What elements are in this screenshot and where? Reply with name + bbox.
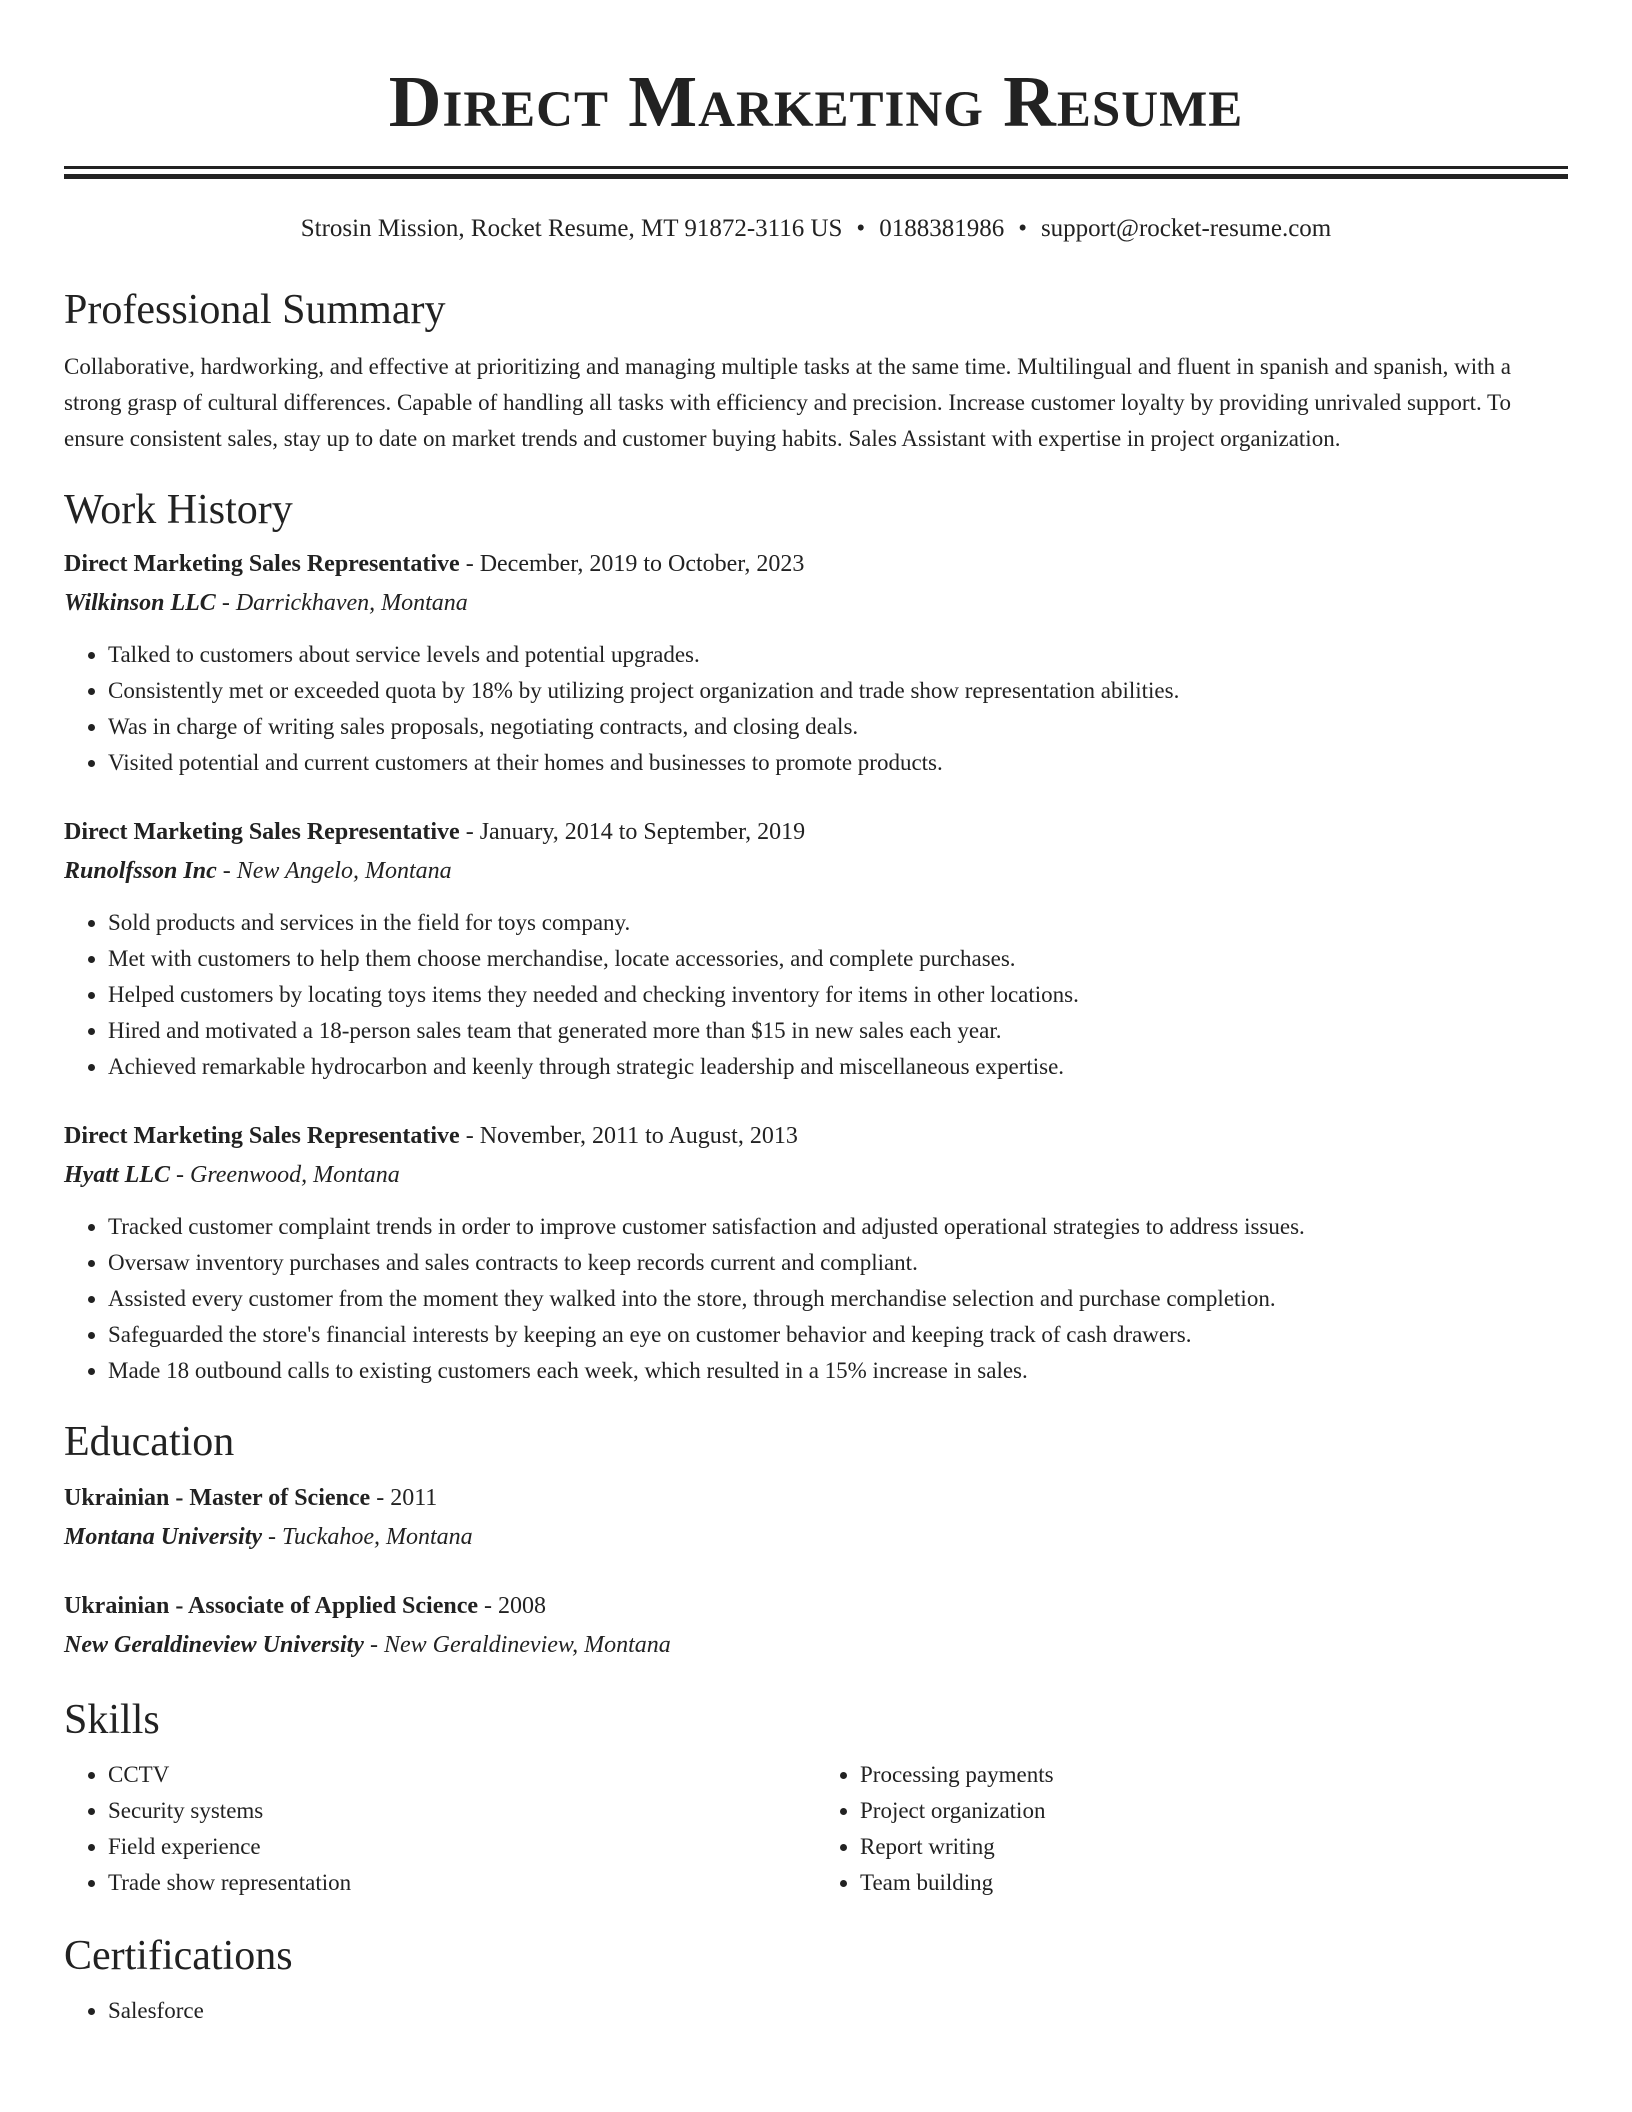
school-location: Tuckahoe, Montana [282,1524,473,1550]
job-company-line: Runolfsson Inc - New Angelo, Montana [64,858,452,884]
education-entry [64,1587,1568,1665]
job-bullet: • Made 18 outbound calls to existing customers each week, which resulted in a 15% increase in sales. [108,1353,1568,1389]
education-entry [64,1479,1568,1557]
skill-item: • Field experience [108,1829,816,1865]
job-title: Direct Marketing Sales Representative [64,819,460,845]
skills-heading: Skills [64,1697,160,1743]
job-title-line: Direct Marketing Sales Representative - January, 2014 to September, 2019 [64,819,806,845]
job-bullet: • Talked to customers about service levels and potential upgrades. [108,637,1568,673]
title-rule-bottom [64,174,1568,179]
school-location: New Geraldineview, Montana [383,1632,671,1658]
job-entry [64,1117,1568,1389]
education-heading: Education [64,1419,235,1465]
skill-item: • Report writing [860,1829,1568,1865]
contact-address: Strosin Mission, Rocket Resume, MT 91872-3116 US [300,215,843,242]
job-company: Hyatt LLC [64,1162,170,1188]
job-bullets [64,1209,1568,1389]
certifications-list [64,1993,1568,2029]
job-company: Wilkinson LLC [64,590,216,616]
degree-line: Ukrainian - Master of Science - 2011 [64,1485,438,1511]
skills-column-left [64,1757,816,1901]
job-location: New Angelo, Montana [236,858,452,884]
degree: Ukrainian - Master of Science [64,1485,371,1511]
job-title-line: Direct Marketing Sales Representative - December, 2019 to October, 2023 [64,551,805,577]
job-company: Runolfsson Inc [64,858,217,884]
job-title-line: Direct Marketing Sales Representative - November, 2011 to August, 2013 [64,1123,798,1149]
resume-title: Direct Marketing Resume [388,61,1244,142]
skill-item: • Security systems [108,1793,816,1829]
job-dates: November, 2011 to August, 2013 [479,1123,798,1149]
skills-column-right [816,1757,1568,1901]
contact-email: support@rocket-resume.com [1040,215,1332,242]
summary-heading: Professional Summary [64,287,446,333]
job-bullet: • Achieved remarkable hydrocarbon and keenly through strategic leadership and miscellaneous expertise. [108,1049,1568,1085]
school: New Geraldineview University [64,1632,364,1658]
contact-separator: • [1018,215,1027,242]
job-company-line: Wilkinson LLC - Darrickhaven, Montana [64,590,468,616]
certifications-heading: Certifications [64,1933,293,1979]
skill-item: • Team building [860,1865,1568,1901]
job-bullet: • Tracked customer complaint trends in order to improve customer satisfaction and adjusted operational strategies to address issues. [108,1209,1568,1245]
work-history-heading: Work History [64,487,293,533]
degree-line: Ukrainian - Associate of Applied Science - 2008 [64,1593,547,1619]
job-bullet: • Met with customers to help them choose merchandise, locate accessories, and complete purchases. [108,941,1568,977]
job-company-line: Hyatt LLC - Greenwood, Montana [64,1162,400,1188]
school: Montana University [64,1524,263,1550]
skills-list [64,1757,1568,1901]
job-title: Direct Marketing Sales Representative [64,1123,460,1149]
job-bullet: • Was in charge of writing sales proposals, negotiating contracts, and closing deals. [108,709,1568,745]
job-location: Darrickhaven, Montana [235,590,468,616]
resume-page [64,0,1568,2029]
job-title: Direct Marketing Sales Representative [64,551,460,577]
job-bullet: • Safeguarded the store's financial interests by keeping an eye on customer behavior and keeping track of cash drawers. [108,1317,1568,1353]
skill-item: • Project organization [860,1793,1568,1829]
degree-year: 2011 [390,1485,438,1511]
job-bullet: • Helped customers by locating toys items they needed and checking inventory for items in other locations. [108,977,1568,1013]
job-entry [64,545,1568,781]
certification-item: • Salesforce [108,1993,1568,2029]
degree: Ukrainian - Associate of Applied Science [64,1593,479,1619]
job-bullets [64,905,1568,1085]
job-bullet: • Assisted every customer from the moment they walked into the store, through merchandise selection and purchase completion. [108,1281,1568,1317]
skill-item: • Processing payments [860,1757,1568,1793]
contact-line [64,213,1568,245]
job-entry [64,813,1568,1085]
title-rule-top [64,166,1568,169]
degree-year: 2008 [498,1593,547,1619]
job-bullets [64,637,1568,781]
skill-item: • Trade show representation [108,1865,816,1901]
job-bullet: • Oversaw inventory purchases and sales contracts to keep records current and compliant. [108,1245,1568,1281]
contact-phone: 0188381986 [879,215,1005,242]
job-dates: January, 2014 to September, 2019 [479,819,806,845]
job-dates: December, 2019 to October, 2023 [479,551,805,577]
contact-separator: • [856,215,866,242]
skill-item: • CCTV [108,1757,816,1793]
job-bullet: • Consistently met or exceeded quota by 18% by utilizing project organization and trade show representation abilities. [108,673,1568,709]
school-line: New Geraldineview University - New Geraldineview, Montana [64,1632,671,1658]
job-bullet: • Visited potential and current customers at their homes and businesses to promote products. [108,745,1568,781]
summary-text: Collaborative, hardworking, and effective at prioritizing and managing multiple tasks at the same time. Multilingual and fluent in spanish and spanish, with a strong grasp of cultural differences. Capable of handling all tasks with efficiency and precision. Increase customer loyalty by providing unrivaled support. To ensure consistent sales, stay up to date on market trends and customer buying habits. Sales Assistant with expertise in project organization. [64,354,1511,451]
job-bullet: • Sold products and services in the field for toys company. [108,905,1568,941]
school-line: Montana University - Tuckahoe, Montana [64,1524,473,1550]
job-bullet: • Hired and motivated a 18-person sales team that generated more than $15 in new sales each year. [108,1013,1568,1049]
job-location: Greenwood, Montana [189,1162,400,1188]
